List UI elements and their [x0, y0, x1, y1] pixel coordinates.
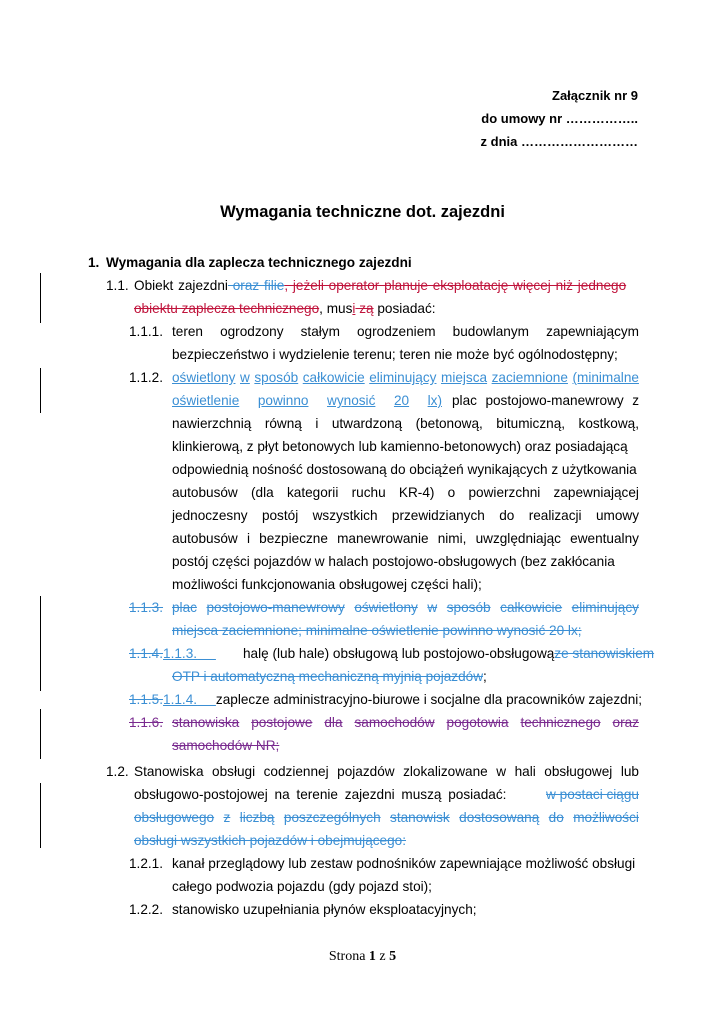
item-number: 1.2.1.: [129, 856, 164, 871]
word: postojowe: [251, 715, 313, 730]
inserted-tab: [197, 646, 216, 661]
text: obsługowo-postojowej na terenie zajezdni muszą posiadać:: [134, 787, 507, 802]
word: KR-4): [398, 485, 435, 500]
new-number: 1.1.3.: [163, 646, 198, 661]
word: autobusów: [172, 531, 238, 546]
item-number-deleted: 1.1.6.: [129, 715, 164, 730]
text: zaplecze administracyjno-biurowe i socjalne dla pracowników zajezdni;: [215, 692, 643, 707]
word: do: [499, 508, 515, 523]
inserted-text: i: [352, 301, 356, 316]
word: eliminujący: [369, 370, 437, 385]
word: teren: [172, 324, 203, 339]
item-1-1-6-deleted-line1: [172, 714, 639, 731]
word: lx): [427, 393, 442, 408]
word: bitumiczną,: [496, 416, 566, 431]
word: utwardzoną: [331, 416, 403, 431]
change-bar: [40, 783, 41, 848]
word: całkowicie: [500, 600, 563, 615]
word: jednoczesny: [172, 508, 248, 523]
item-1-1-3-new-line1: [129, 645, 216, 662]
word: bezpieczne: [259, 531, 328, 546]
item-1-2-1-line2: całego podwozia pojazdu (gdy pojazd stoi);: [172, 879, 432, 894]
word: codziennej: [263, 764, 329, 779]
word: postojowo-manewrowy: [485, 393, 624, 408]
footer-total: 5: [389, 949, 397, 964]
word: plac: [172, 600, 197, 615]
item-number: 1.1.1.: [129, 324, 164, 339]
word: zaciemnione: [491, 370, 568, 385]
item-1-1-2-line6: [172, 484, 639, 501]
word: stanowisk: [390, 810, 450, 825]
word: (minimalne: [572, 370, 639, 385]
word: postój: [261, 508, 299, 523]
word: sposób: [254, 370, 299, 385]
word: w: [496, 764, 507, 779]
word: kategorii: [286, 485, 339, 500]
word: liczbą: [239, 810, 275, 825]
word: samochodów: [354, 715, 435, 730]
item-number: 1.1.2.: [129, 370, 164, 385]
section-title: Wymagania dla zaplecza technicznego zajezdni: [106, 255, 412, 270]
word: wynosić: [327, 393, 376, 408]
contract-number: do umowy nr ……………..: [481, 111, 638, 126]
word: plac: [452, 393, 477, 408]
item-1-1-3-new-text: [243, 645, 655, 662]
change-bar: [40, 709, 41, 759]
item-1-1-2-line1: [172, 369, 639, 386]
item-1-1-line1: [134, 277, 639, 294]
word: pogotowia: [446, 715, 509, 730]
item-1-1-2-line5: odpowiednią nośność dostosowaną do obciążeń wynikających z użytkowania: [172, 462, 637, 477]
text: Obiekt zajezdni: [134, 278, 228, 293]
item-1-2-line1: [134, 763, 639, 780]
item-1-1-3-new-line2: [172, 668, 487, 685]
page-footer: [0, 949, 725, 965]
item-number: 1.1.: [106, 278, 129, 293]
word: dostosowaną: [459, 810, 540, 825]
word: ewentualny: [570, 531, 639, 546]
text: posiadać:: [373, 301, 436, 316]
text: halę (lub hale) obsługową lub postojowo-obsługową: [243, 646, 555, 661]
word: sposób: [446, 600, 491, 615]
word: ruchu: [351, 485, 386, 500]
item-1-1-2-line7: [172, 507, 639, 524]
contract-date: z dnia ………………………: [480, 134, 638, 149]
word: (betonową,: [415, 416, 483, 431]
word: o: [447, 485, 456, 500]
word: nimi,: [437, 531, 467, 546]
word: nawierzchnią: [172, 416, 252, 431]
word: możliwości: [573, 810, 639, 825]
deleted-text: obiektu zaplecza technicznego: [134, 301, 320, 316]
word: zapewniającej: [553, 485, 639, 500]
item-1-1-3-deleted-line2: miejsca zaciemnione; minimalne oświetlenie powinno wynosić 20 lx;: [172, 623, 582, 638]
word: autobusów: [172, 485, 238, 500]
word: uwzględniając: [475, 531, 561, 546]
word: w: [240, 370, 250, 385]
deleted-text: zą: [355, 301, 374, 316]
text: ;: [483, 669, 487, 684]
change-bar: [40, 273, 41, 323]
word: i: [315, 416, 319, 431]
item-1-1-2-line8: [172, 530, 639, 547]
item-1-1-6-deleted-line2: samochodów NR;: [172, 738, 280, 753]
word: manewrowanie: [337, 531, 429, 546]
item-number-deleted: 1.1.3.: [129, 600, 164, 615]
word: stanowiska: [172, 715, 240, 730]
word: technicznego: [520, 715, 601, 730]
word: równą: [264, 416, 302, 431]
item-1-1-2-line2-rest: [452, 392, 639, 409]
word: hali: [514, 764, 536, 779]
new-number: 1.1.4.: [163, 692, 198, 707]
item-1-2-line4: obsługi wszystkich pojazdów i obejmującego:: [134, 833, 407, 848]
word: ogrodzony: [220, 324, 284, 339]
word: obsługi: [212, 764, 256, 779]
word: ogrodzeniem: [356, 324, 436, 339]
word: realizacji: [528, 508, 582, 523]
word: 20: [393, 393, 410, 408]
item-number: 1.2.: [106, 764, 129, 779]
word: z: [223, 810, 231, 825]
word: obsługowej: [544, 764, 613, 779]
item-1-1-2-line2-inserted: [172, 392, 442, 409]
word: lub: [620, 764, 639, 779]
item-1-1-4-new: [129, 691, 642, 708]
word: przewidzianych: [391, 508, 485, 523]
word: z: [632, 393, 639, 408]
word: miejsca: [441, 370, 488, 385]
word: i: [246, 531, 250, 546]
footer-sep: z: [379, 949, 386, 964]
word: pojazdów: [337, 764, 395, 779]
word: postojowo-manewrowy: [206, 600, 345, 615]
deleted-text: ze stanowiskiem: [554, 646, 655, 661]
item-1-2-1-line1: kanał przeglądowy lub zestaw podnośników zapewniające możliwość obsługi: [172, 856, 636, 871]
section-number: 1.: [88, 255, 100, 270]
word: oświetlony: [172, 370, 236, 385]
footer-prefix: Strona: [328, 949, 366, 964]
item-1-1-2-line3: [172, 415, 639, 432]
document-title: Wymagania techniczne dot. zajezdni: [220, 203, 505, 221]
item-1-1-line2: [134, 300, 436, 317]
word: Stanowiska: [134, 764, 204, 779]
change-bar: [40, 368, 41, 413]
word: budowlanym: [452, 324, 529, 339]
word: wszystkich: [312, 508, 378, 523]
change-bar: [40, 596, 41, 691]
word: stałym: [300, 324, 340, 339]
item-1-1-3-deleted-line1: [172, 599, 639, 616]
word: kostkową,: [578, 416, 639, 431]
word: dla: [324, 715, 343, 730]
item-1-1-1-line1: [172, 323, 639, 340]
item-1-1-2-line4: klinkierową, z płyt betonowych lub kamienno-betonowych) oraz posiadającą: [172, 439, 628, 454]
old-number: 1.1.5.: [129, 692, 164, 707]
deleted-text: w postaci ciągu: [546, 787, 639, 802]
item-1-2-2-line1: stanowisko uzupełniania płynów eksploatacyjnych;: [172, 902, 477, 917]
footer-page: 1: [368, 949, 376, 964]
deleted-text: , jeżeli operator planuje eksploatację więcej niż jednego: [284, 278, 627, 293]
word: oświetlony: [354, 600, 418, 615]
word: do: [548, 810, 564, 825]
word: całkowicie: [302, 370, 365, 385]
word: w: [427, 600, 438, 615]
item-1-2-line2: [134, 786, 639, 803]
item-1-2-line3: [134, 809, 639, 826]
word: powierzchni: [468, 485, 541, 500]
deleted-text: oraz filie: [227, 278, 285, 293]
word: zapewniającym: [546, 324, 639, 339]
text: , mus: [319, 301, 353, 316]
word: oświetlenie: [172, 393, 240, 408]
word: zlokalizowane: [403, 764, 488, 779]
word: (dla: [251, 485, 274, 500]
word: umowy: [595, 508, 639, 523]
item-1-1-2-line10: możliwości funkcjonowania obsługowej części hali);: [172, 577, 482, 592]
annex-number: Załącznik nr 9: [552, 88, 638, 103]
old-number: 1.1.4.: [129, 646, 164, 661]
word: oraz: [612, 715, 639, 730]
item-1-1-2-line9: postój części pojazdów w halach postojowo-obsługowych (bez zakłócania: [172, 554, 615, 569]
word: obsługowego: [134, 810, 215, 825]
deleted-text: OTP i automatyczną mechaniczną myjnią pojazdów: [172, 669, 484, 684]
item-number: 1.2.2.: [129, 902, 164, 917]
item-1-1-1-line2: bezpieczeństwo i wydzielenie terenu; teren nie może być ogólnodostępny;: [172, 347, 618, 362]
word: eliminujący: [571, 600, 639, 615]
word: powinno: [257, 393, 309, 408]
word: poszczególnych: [283, 810, 381, 825]
inserted-tab: [197, 692, 216, 707]
